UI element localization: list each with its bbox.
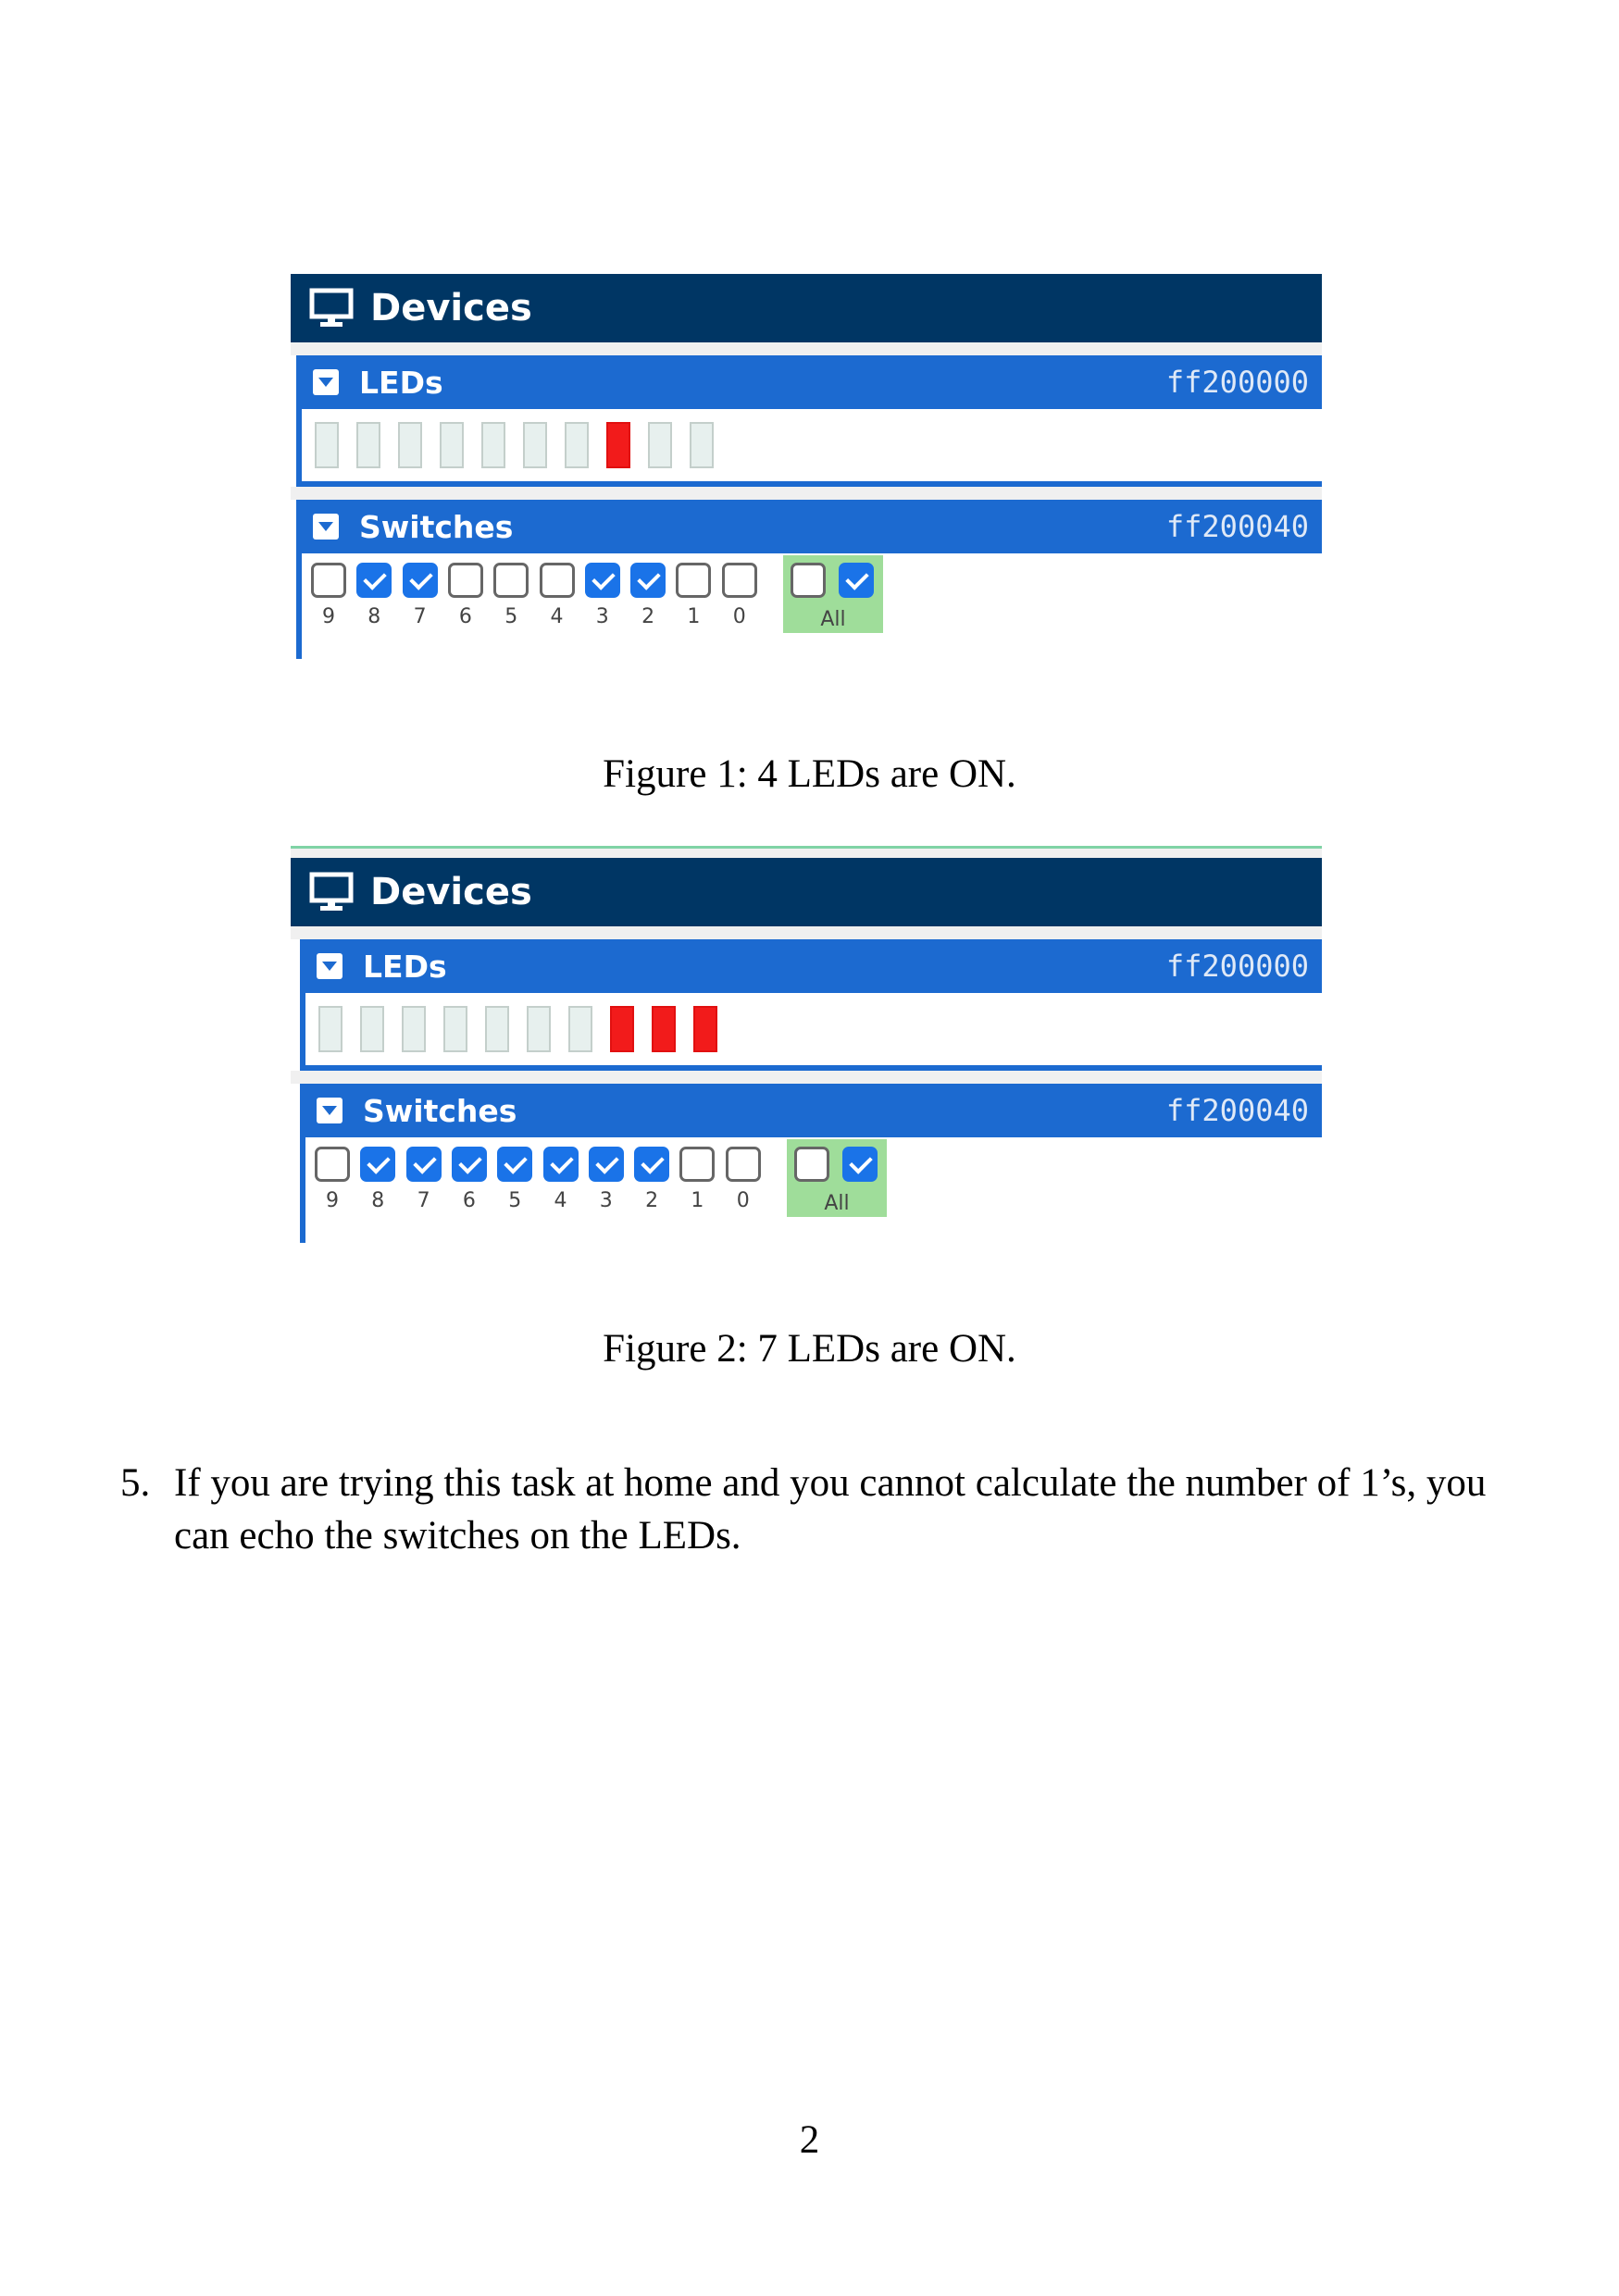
switch-checkbox[interactable] — [311, 563, 346, 598]
switch-7 — [401, 563, 440, 628]
leds-group — [296, 355, 1322, 487]
list-item-line-2: can echo the switches on the LEDs. — [174, 1514, 741, 1558]
monitor-icon — [309, 288, 354, 329]
led-3 — [568, 1006, 592, 1052]
switch-4 — [542, 1147, 580, 1212]
all-switches-control — [787, 1139, 887, 1217]
switch-label: 3 — [599, 1189, 613, 1212]
monitor-icon — [309, 872, 354, 912]
switch-checkbox[interactable] — [630, 563, 666, 598]
switch-checkbox[interactable] — [493, 563, 529, 598]
switch-label: 8 — [371, 1189, 385, 1212]
all-off-checkbox[interactable] — [791, 563, 826, 598]
led-6 — [440, 422, 464, 468]
switch-checkbox[interactable] — [726, 1147, 761, 1182]
devices-panel — [291, 846, 1322, 1230]
all-label: All — [820, 608, 846, 631]
switch-label: 4 — [554, 1189, 567, 1212]
switch-9 — [313, 1147, 352, 1212]
led-0 — [690, 422, 714, 468]
switches-title: Switches — [359, 508, 514, 545]
all-switches-control — [783, 555, 883, 633]
led-6 — [443, 1006, 467, 1052]
leds-group — [300, 939, 1322, 1071]
led-4 — [527, 1006, 551, 1052]
switch-0 — [720, 563, 759, 628]
list-item-number: 5. — [120, 1461, 151, 1505]
switch-label: 6 — [458, 605, 472, 628]
leds-header[interactable] — [305, 939, 1322, 993]
collapse-caret-icon[interactable] — [313, 369, 339, 395]
leds-address: ff200000 — [1165, 365, 1309, 400]
switch-8 — [358, 1147, 397, 1212]
collapse-caret-icon[interactable] — [313, 514, 339, 540]
led-9 — [318, 1006, 342, 1052]
leds-title: LEDs — [359, 364, 443, 401]
leds-header[interactable] — [302, 355, 1322, 409]
switches-header[interactable] — [302, 500, 1322, 553]
switch-label: 5 — [508, 1189, 522, 1212]
led-9 — [315, 422, 339, 468]
led-7 — [398, 422, 422, 468]
led-5 — [481, 422, 505, 468]
devices-header — [291, 858, 1322, 926]
collapse-caret-icon[interactable] — [317, 1098, 342, 1123]
switch-label: 7 — [417, 1189, 430, 1212]
switch-checkbox[interactable] — [315, 1147, 350, 1182]
switch-label: 5 — [504, 605, 518, 628]
led-8 — [356, 422, 380, 468]
led-1 — [652, 1006, 676, 1052]
switch-3 — [587, 1147, 626, 1212]
leds-title: LEDs — [363, 948, 447, 985]
switch-row — [302, 553, 1322, 659]
switch-label: 3 — [595, 605, 609, 628]
switch-checkbox[interactable] — [452, 1147, 487, 1182]
led-2 — [610, 1006, 634, 1052]
switch-label: 0 — [736, 1189, 750, 1212]
collapse-caret-icon[interactable] — [317, 953, 342, 979]
switch-label: 7 — [413, 605, 427, 628]
switch-label: 4 — [550, 605, 564, 628]
led-row — [302, 409, 1322, 487]
switch-checkbox[interactable] — [448, 563, 483, 598]
switch-checkbox[interactable] — [360, 1147, 395, 1182]
led-0 — [693, 1006, 717, 1052]
all-off-checkbox[interactable] — [794, 1147, 829, 1182]
switch-checkbox[interactable] — [585, 563, 620, 598]
switch-checkbox[interactable] — [634, 1147, 669, 1182]
switch-9 — [309, 563, 348, 628]
switch-2 — [629, 563, 667, 628]
switch-6 — [446, 563, 485, 628]
switch-2 — [632, 1147, 671, 1212]
devices-title: Devices — [370, 287, 532, 329]
switch-5 — [492, 563, 530, 628]
switch-1 — [678, 1147, 716, 1212]
switch-4 — [538, 563, 577, 628]
all-label: All — [824, 1192, 850, 1215]
switch-checkbox[interactable] — [589, 1147, 624, 1182]
switch-label: 2 — [641, 605, 655, 628]
switches-header[interactable] — [305, 1084, 1322, 1137]
switch-label: 9 — [322, 605, 335, 628]
switch-checkbox[interactable] — [497, 1147, 532, 1182]
led-4 — [523, 422, 547, 468]
list-item-line-1: If you are trying this task at home and you cannot calculate the number of 1’s, you — [174, 1461, 1487, 1505]
switch-checkbox[interactable] — [543, 1147, 579, 1182]
switch-checkbox[interactable] — [406, 1147, 442, 1182]
all-on-checkbox[interactable] — [839, 563, 874, 598]
list-item — [120, 1457, 1564, 1562]
switch-checkbox[interactable] — [722, 563, 757, 598]
switch-8 — [355, 563, 393, 628]
figure-1-caption: Figure 1: 4 LEDs are ON. — [603, 752, 1016, 796]
switch-checkbox[interactable] — [540, 563, 575, 598]
switch-5 — [495, 1147, 534, 1212]
switch-6 — [450, 1147, 489, 1212]
switches-address: ff200040 — [1165, 509, 1309, 544]
switch-row — [305, 1137, 1322, 1243]
switch-label: 1 — [691, 1189, 704, 1212]
figure-2-caption: Figure 2: 7 LEDs are ON. — [603, 1327, 1016, 1371]
led-3 — [565, 422, 589, 468]
switch-0 — [724, 1147, 763, 1212]
all-on-checkbox[interactable] — [842, 1147, 878, 1182]
switch-3 — [583, 563, 622, 628]
devices-panel — [291, 274, 1322, 653]
switch-label: 6 — [462, 1189, 476, 1212]
switch-checkbox[interactable] — [403, 563, 438, 598]
switch-label: 0 — [732, 605, 746, 628]
led-2 — [606, 422, 630, 468]
devices-header — [291, 274, 1322, 342]
switch-label: 8 — [367, 605, 381, 628]
switches-address: ff200040 — [1165, 1093, 1309, 1128]
led-1 — [648, 422, 672, 468]
switch-checkbox[interactable] — [676, 563, 711, 598]
led-8 — [360, 1006, 384, 1052]
switch-checkbox[interactable] — [356, 563, 392, 598]
switch-label: 1 — [687, 605, 701, 628]
switches-group — [300, 1084, 1322, 1243]
switches-group — [296, 500, 1322, 659]
switches-title: Switches — [363, 1092, 517, 1129]
switch-label: 9 — [326, 1189, 339, 1212]
led-5 — [485, 1006, 509, 1052]
leds-address: ff200000 — [1165, 949, 1309, 984]
switch-7 — [405, 1147, 443, 1212]
led-row — [305, 993, 1322, 1071]
page-number: 2 — [799, 2118, 820, 2162]
led-7 — [402, 1006, 426, 1052]
switch-checkbox[interactable] — [679, 1147, 715, 1182]
switch-1 — [674, 563, 713, 628]
devices-title: Devices — [370, 871, 532, 913]
switch-label: 2 — [645, 1189, 659, 1212]
